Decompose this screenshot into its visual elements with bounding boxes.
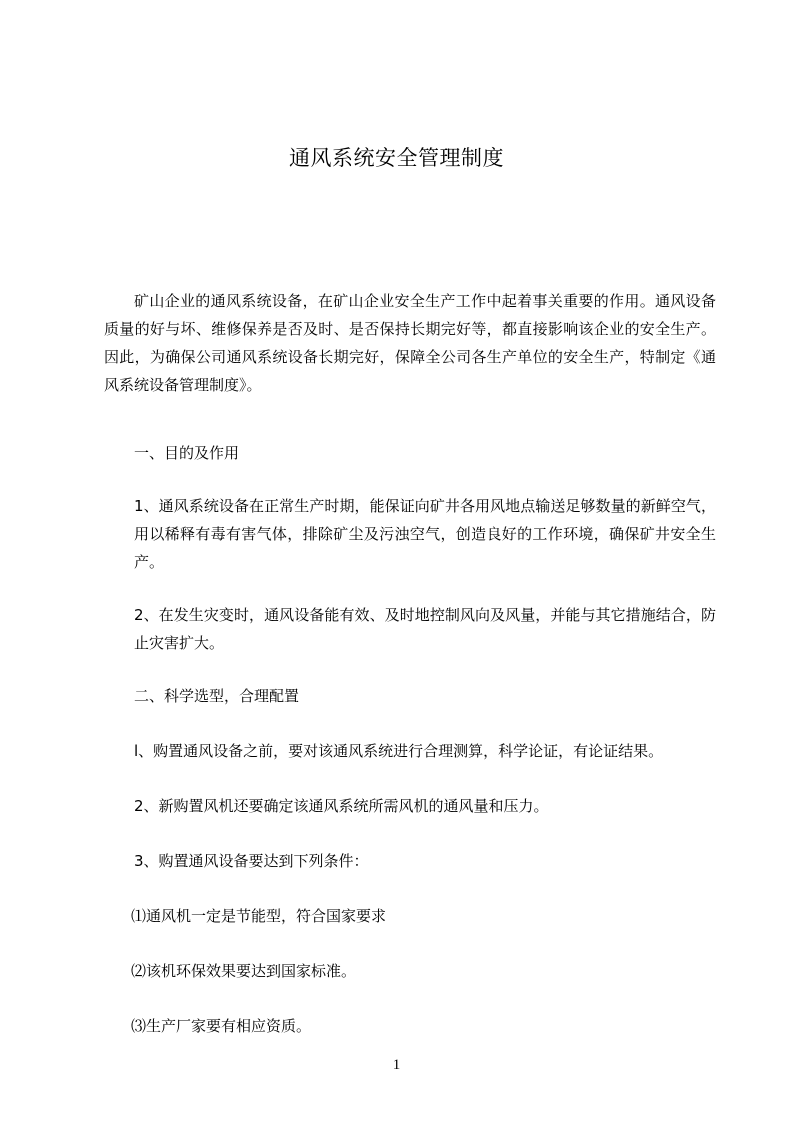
condition-item-1: ⑴通风机一定是节能型，符合国家要求 bbox=[131, 907, 387, 925]
page-number: 1 bbox=[392, 1057, 401, 1073]
selection-item-2: 2、新购置风机还要确定该通风系统所需风机的通风量和压力。 bbox=[134, 797, 549, 815]
document-title: 通风系统安全管理制度 bbox=[289, 146, 504, 170]
selection-item-1: l、购置通风设备之前，要对该通风系统进行合理测算，科学论证，有论证结果。 bbox=[134, 742, 664, 760]
condition-item-3: ⑶生产厂家要有相应资质。 bbox=[131, 1017, 312, 1035]
section-heading-selection: 二、科学选型，合理配置 bbox=[134, 687, 300, 705]
section-heading-purpose: 一、目的及作用 bbox=[134, 444, 240, 462]
selection-item-3: 3、购置通风设备要达到下列条件： bbox=[134, 852, 369, 870]
document-body bbox=[104, 287, 716, 1040]
condition-item-2: ⑵该机环保效果要达到国家标准。 bbox=[131, 962, 357, 980]
intro-paragraph: 矿山企业的通风系统设备，在矿山企业安全生产工作中起着事关重要的作用。通风设备质量的好与坏、维修保养是否及时、是否保持长期完好等，都直接影响该企业的安全生产。因此，为确保公司通风系统设备长期完好，保障全公司各生产单位的安全生产，特制定《通风系统设备管理制度》。 bbox=[104, 292, 716, 394]
purpose-item-2: 2、在发生灾变时，通风设备能有效、及时地控制风向及风量，并能与其它措施结合，防止灾害扩大。 bbox=[134, 606, 716, 652]
purpose-item-1: 1、通风系统设备在正常生产时期，能保证向矿井各用风地点输送足够数量的新鲜空气，用以稀释有毒有害气体，排除矿尘及污浊空气，创造良好的工作环境，确保矿井安全生产。 bbox=[134, 497, 716, 571]
